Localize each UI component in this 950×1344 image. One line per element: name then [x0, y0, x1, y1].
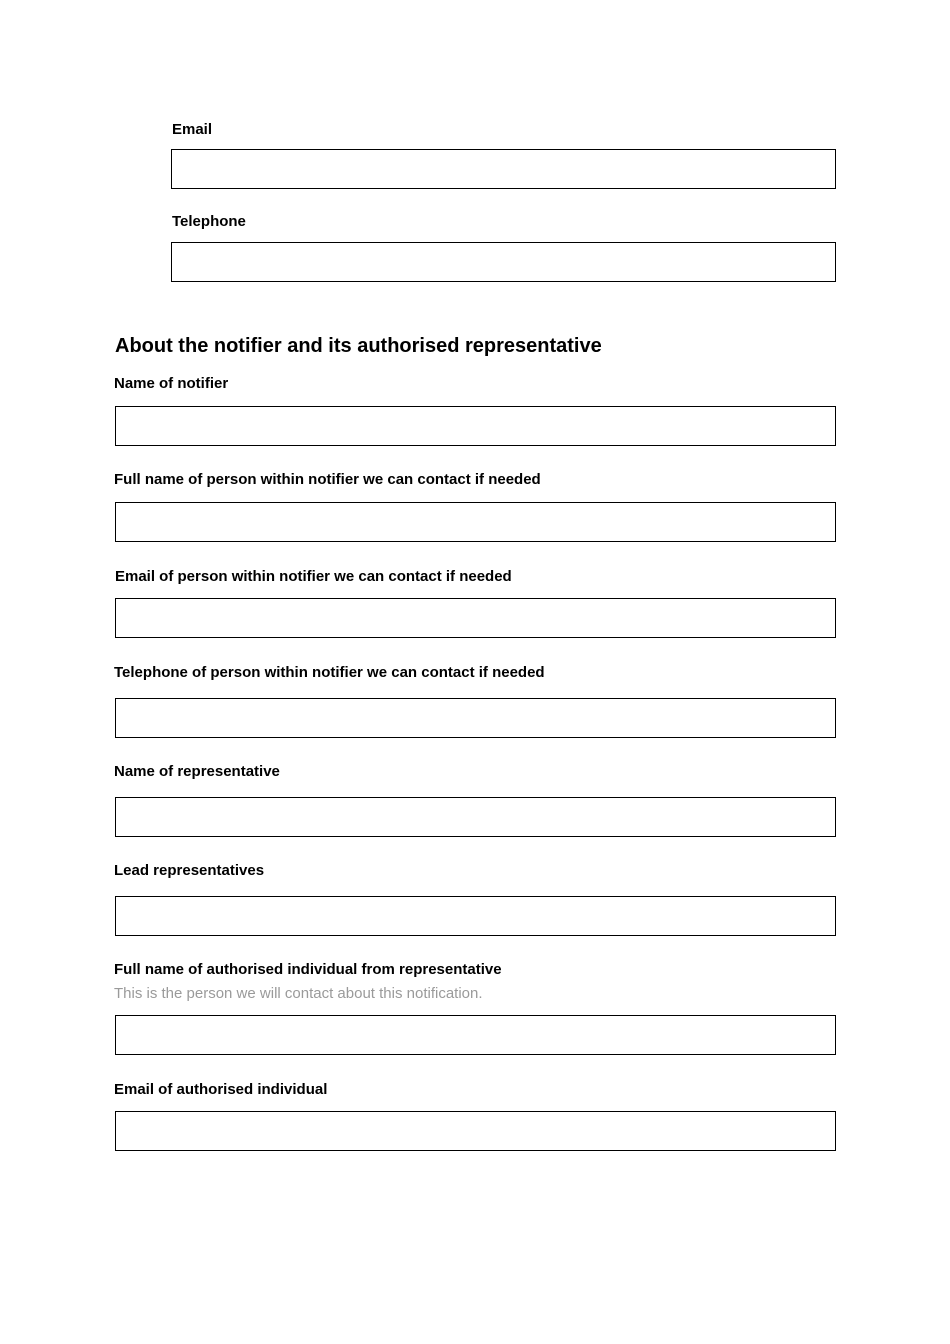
- contact-full-name-input[interactable]: [115, 502, 836, 542]
- contact-telephone-label: Telephone of person within notifier we can contact if needed: [114, 664, 545, 681]
- email-input[interactable]: [171, 149, 836, 189]
- representative-name-label: Name of representative: [114, 763, 280, 780]
- name-of-notifier-input[interactable]: [115, 406, 836, 446]
- contact-email-label: Email of person within notifier we can contact if needed: [115, 568, 512, 585]
- authorised-individual-hint: This is the person we will contact about this notification.: [114, 985, 483, 1002]
- lead-representatives-label: Lead representatives: [114, 862, 265, 879]
- authorised-email-label: Email of authorised individual: [114, 1081, 328, 1098]
- section-heading: About the notifier and its authorised representative: [115, 335, 602, 357]
- name-of-notifier-label: Name of notifier: [114, 375, 229, 392]
- contact-email-input[interactable]: [115, 598, 836, 638]
- telephone-input[interactable]: [171, 242, 836, 282]
- contact-full-name-label: Full name of person within notifier we can contact if needed: [114, 471, 541, 488]
- authorised-email-input[interactable]: [115, 1111, 836, 1151]
- authorised-individual-input[interactable]: [115, 1015, 836, 1055]
- representative-name-input[interactable]: [115, 797, 836, 837]
- authorised-individual-label: Full name of authorised individual from representative: [114, 961, 502, 978]
- telephone-label: Telephone: [172, 213, 246, 230]
- lead-representatives-input[interactable]: [115, 896, 836, 936]
- email-label: Email: [172, 121, 213, 138]
- contact-telephone-input[interactable]: [115, 698, 836, 738]
